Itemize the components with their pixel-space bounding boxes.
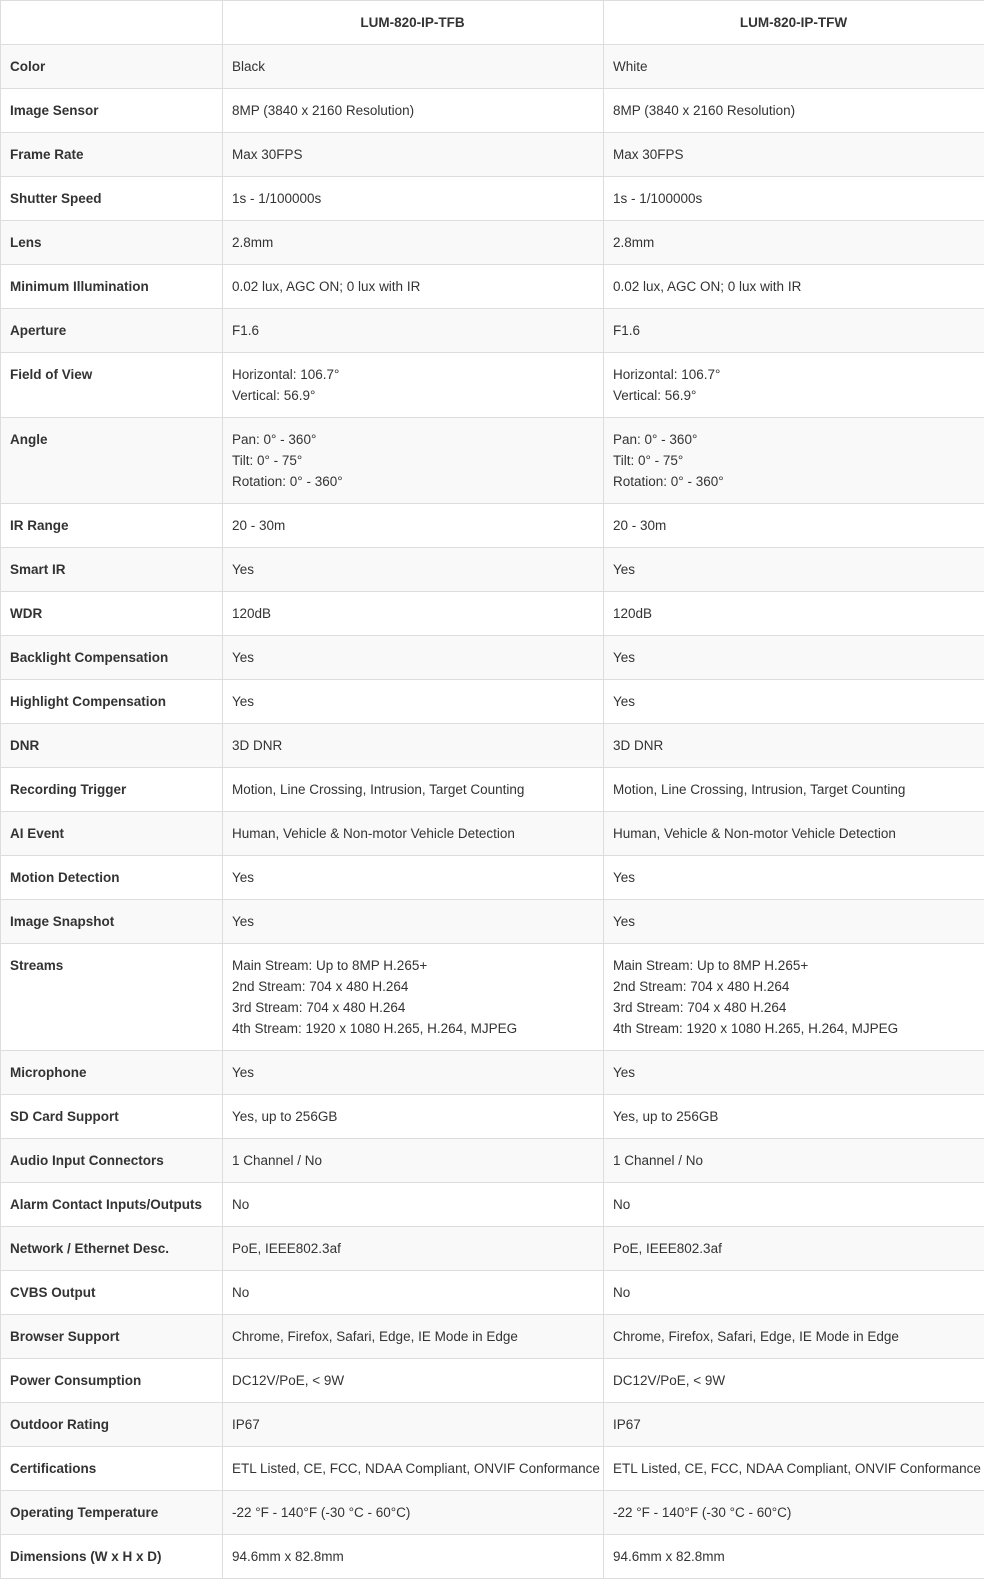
spec-value-tfw xyxy=(604,1315,984,1359)
spec-value-line: No xyxy=(613,1282,974,1303)
spec-value-tfb xyxy=(223,1403,604,1447)
spec-value-tfb xyxy=(223,177,604,221)
table-row xyxy=(1,309,984,353)
spec-value-line: 3rd Stream: 704 x 480 H.264 xyxy=(232,997,593,1018)
spec-value-line: Pan: 0° - 360° xyxy=(613,429,974,450)
spec-value-tfw xyxy=(604,1447,984,1491)
spec-label: Motion Detection xyxy=(1,856,223,900)
spec-label: Color xyxy=(1,45,223,89)
table-row xyxy=(1,418,984,504)
spec-label: Backlight Compensation xyxy=(1,636,223,680)
spec-label: Recording Trigger xyxy=(1,768,223,812)
table-row xyxy=(1,1535,984,1579)
spec-label: Shutter Speed xyxy=(1,177,223,221)
spec-value-tfw xyxy=(604,221,984,265)
spec-label: Image Sensor xyxy=(1,89,223,133)
spec-value-line: -22 °F - 140°F (-30 °C - 60°C) xyxy=(613,1502,974,1523)
spec-value-line: Tilt: 0° - 75° xyxy=(232,450,593,471)
spec-value-line: Yes xyxy=(613,1062,974,1083)
spec-label: Streams xyxy=(1,944,223,1051)
spec-label: Field of View xyxy=(1,353,223,418)
spec-value-tfb xyxy=(223,1139,604,1183)
spec-value-line: Tilt: 0° - 75° xyxy=(613,450,974,471)
spec-value-tfw xyxy=(604,1051,984,1095)
spec-value-tfb xyxy=(223,1051,604,1095)
spec-value-line: Chrome, Firefox, Safari, Edge, IE Mode in Edge xyxy=(613,1326,974,1347)
spec-label: Image Snapshot xyxy=(1,900,223,944)
spec-value-line: Max 30FPS xyxy=(613,144,974,165)
spec-value-line: Main Stream: Up to 8MP H.265+ xyxy=(613,955,974,976)
spec-value-line: Yes xyxy=(232,559,593,580)
spec-label: Network / Ethernet Desc. xyxy=(1,1227,223,1271)
spec-value-line: -22 °F - 140°F (-30 °C - 60°C) xyxy=(232,1502,593,1523)
spec-label: Frame Rate xyxy=(1,133,223,177)
spec-label: Operating Temperature xyxy=(1,1491,223,1535)
table-row xyxy=(1,768,984,812)
spec-value-line: Yes xyxy=(613,559,974,580)
spec-value-tfb xyxy=(223,680,604,724)
spec-value-tfw xyxy=(604,592,984,636)
spec-value-tfb xyxy=(223,592,604,636)
spec-label: Smart IR xyxy=(1,548,223,592)
spec-value-line: IP67 xyxy=(613,1414,974,1435)
table-row xyxy=(1,1447,984,1491)
spec-label: AI Event xyxy=(1,812,223,856)
spec-value-line: 0.02 lux, AGC ON; 0 lux with IR xyxy=(232,276,593,297)
header-corner-cell xyxy=(1,1,223,45)
spec-value-line: 1s - 1/100000s xyxy=(232,188,593,209)
table-body xyxy=(1,45,984,1579)
table-row xyxy=(1,221,984,265)
spec-value-line: 2.8mm xyxy=(613,232,974,253)
spec-value-line: Rotation: 0° - 360° xyxy=(613,471,974,492)
spec-value-line: White xyxy=(613,56,974,77)
spec-value-line: Yes xyxy=(232,911,593,932)
spec-label: SD Card Support xyxy=(1,1095,223,1139)
spec-value-tfb xyxy=(223,548,604,592)
spec-value-line: Yes xyxy=(232,867,593,888)
spec-value-tfw xyxy=(604,944,984,1051)
spec-value-line: Yes xyxy=(613,647,974,668)
spec-label: Outdoor Rating xyxy=(1,1403,223,1447)
spec-value-tfb xyxy=(223,636,604,680)
spec-value-line: 120dB xyxy=(613,603,974,624)
spec-value-line: 20 - 30m xyxy=(232,515,593,536)
table-row xyxy=(1,548,984,592)
spec-value-line: 3D DNR xyxy=(232,735,593,756)
spec-value-tfb xyxy=(223,900,604,944)
spec-value-line: 8MP (3840 x 2160 Resolution) xyxy=(232,100,593,121)
spec-label: IR Range xyxy=(1,504,223,548)
spec-value-line: No xyxy=(232,1282,593,1303)
spec-value-line: ETL Listed, CE, FCC, NDAA Compliant, ONVIF Conformance xyxy=(613,1458,974,1479)
spec-value-line: Human, Vehicle & Non-motor Vehicle Detection xyxy=(613,823,974,844)
spec-value-line: 1 Channel / No xyxy=(613,1150,974,1171)
spec-value-tfb xyxy=(223,1183,604,1227)
spec-value-tfw xyxy=(604,812,984,856)
spec-value-tfw xyxy=(604,1535,984,1579)
spec-label: Angle xyxy=(1,418,223,504)
spec-value-line: DC12V/PoE, < 9W xyxy=(613,1370,974,1391)
spec-value-tfw xyxy=(604,1183,984,1227)
spec-value-line: 94.6mm x 82.8mm xyxy=(613,1546,974,1567)
spec-value-tfw xyxy=(604,353,984,418)
table-row xyxy=(1,1271,984,1315)
spec-value-tfw xyxy=(604,724,984,768)
spec-value-line: 4th Stream: 1920 x 1080 H.265, H.264, MJPEG xyxy=(613,1018,974,1039)
spec-value-line: 4th Stream: 1920 x 1080 H.265, H.264, MJPEG xyxy=(232,1018,593,1039)
spec-value-line: Max 30FPS xyxy=(232,144,593,165)
table-row xyxy=(1,680,984,724)
spec-value-tfb xyxy=(223,1227,604,1271)
spec-label: WDR xyxy=(1,592,223,636)
spec-value-tfw xyxy=(604,45,984,89)
spec-value-tfb xyxy=(223,89,604,133)
table-row xyxy=(1,1139,984,1183)
spec-value-line: 1s - 1/100000s xyxy=(613,188,974,209)
spec-value-tfb xyxy=(223,504,604,548)
spec-value-tfb xyxy=(223,309,604,353)
spec-value-tfb xyxy=(223,265,604,309)
table-row xyxy=(1,900,984,944)
spec-value-line: Yes xyxy=(613,691,974,712)
spec-value-tfw xyxy=(604,856,984,900)
spec-value-line: Horizontal: 106.7° xyxy=(613,364,974,385)
spec-value-tfw xyxy=(604,548,984,592)
table-row xyxy=(1,1095,984,1139)
spec-value-line: 1 Channel / No xyxy=(232,1150,593,1171)
spec-value-line: 0.02 lux, AGC ON; 0 lux with IR xyxy=(613,276,974,297)
spec-value-tfb xyxy=(223,768,604,812)
spec-value-tfw xyxy=(604,768,984,812)
spec-value-tfw xyxy=(604,504,984,548)
spec-value-line: Horizontal: 106.7° xyxy=(232,364,593,385)
spec-value-tfb xyxy=(223,856,604,900)
spec-label: Lens xyxy=(1,221,223,265)
spec-label: Dimensions (W x H x D) xyxy=(1,1535,223,1579)
spec-value-line: Yes xyxy=(232,647,593,668)
spec-label: Highlight Compensation xyxy=(1,680,223,724)
spec-label: Browser Support xyxy=(1,1315,223,1359)
spec-value-tfw xyxy=(604,133,984,177)
table-row xyxy=(1,353,984,418)
table-row xyxy=(1,1315,984,1359)
table-row xyxy=(1,89,984,133)
spec-value-tfb xyxy=(223,1271,604,1315)
spec-value-line: 94.6mm x 82.8mm xyxy=(232,1546,593,1567)
spec-value-tfw xyxy=(604,418,984,504)
spec-value-tfb xyxy=(223,133,604,177)
header-model-tfw: LUM-820-IP-TFW xyxy=(604,1,984,45)
spec-value-line: Black xyxy=(232,56,593,77)
table-row xyxy=(1,1051,984,1095)
spec-value-line: 2nd Stream: 704 x 480 H.264 xyxy=(613,976,974,997)
spec-value-line: No xyxy=(613,1194,974,1215)
spec-value-tfb xyxy=(223,944,604,1051)
table-row xyxy=(1,177,984,221)
spec-value-line: 3D DNR xyxy=(613,735,974,756)
table-row xyxy=(1,1491,984,1535)
spec-value-tfw xyxy=(604,89,984,133)
spec-value-line: 20 - 30m xyxy=(613,515,974,536)
spec-value-tfw xyxy=(604,900,984,944)
spec-label: CVBS Output xyxy=(1,1271,223,1315)
spec-value-line: Yes, up to 256GB xyxy=(613,1106,974,1127)
spec-value-line: No xyxy=(232,1194,593,1215)
table-row xyxy=(1,265,984,309)
spec-value-line: 120dB xyxy=(232,603,593,624)
spec-value-tfb xyxy=(223,1359,604,1403)
table-header xyxy=(1,1,984,45)
spec-value-tfb xyxy=(223,812,604,856)
spec-value-tfw xyxy=(604,1139,984,1183)
spec-value-line: Human, Vehicle & Non-motor Vehicle Detection xyxy=(232,823,593,844)
spec-value-tfb xyxy=(223,1315,604,1359)
spec-value-line: Chrome, Firefox, Safari, Edge, IE Mode in Edge xyxy=(232,1326,593,1347)
spec-value-tfw xyxy=(604,1095,984,1139)
spec-value-line: Yes xyxy=(232,1062,593,1083)
spec-value-line: 3rd Stream: 704 x 480 H.264 xyxy=(613,997,974,1018)
spec-value-line: Motion, Line Crossing, Intrusion, Target Counting xyxy=(232,779,593,800)
table-row xyxy=(1,1227,984,1271)
spec-value-tfw xyxy=(604,636,984,680)
spec-value-line: Pan: 0° - 360° xyxy=(232,429,593,450)
table-row xyxy=(1,133,984,177)
spec-value-tfw xyxy=(604,1403,984,1447)
spec-value-line: Yes xyxy=(613,911,974,932)
spec-value-line: DC12V/PoE, < 9W xyxy=(232,1370,593,1391)
spec-value-tfw xyxy=(604,1491,984,1535)
spec-value-line: PoE, IEEE802.3af xyxy=(613,1238,974,1259)
spec-value-line: 2nd Stream: 704 x 480 H.264 xyxy=(232,976,593,997)
spec-label: Power Consumption xyxy=(1,1359,223,1403)
spec-value-tfb xyxy=(223,418,604,504)
spec-value-line: Yes, up to 256GB xyxy=(232,1106,593,1127)
spec-label: Audio Input Connectors xyxy=(1,1139,223,1183)
spec-label: DNR xyxy=(1,724,223,768)
spec-value-tfw xyxy=(604,177,984,221)
header-row xyxy=(1,1,984,45)
spec-value-line: F1.6 xyxy=(613,320,974,341)
table-row xyxy=(1,944,984,1051)
spec-value-tfw xyxy=(604,265,984,309)
spec-value-tfb xyxy=(223,353,604,418)
spec-label: Alarm Contact Inputs/Outputs xyxy=(1,1183,223,1227)
spec-label: Aperture xyxy=(1,309,223,353)
spec-value-tfw xyxy=(604,1271,984,1315)
table-row xyxy=(1,504,984,548)
spec-value-line: Main Stream: Up to 8MP H.265+ xyxy=(232,955,593,976)
table-row xyxy=(1,724,984,768)
table-row xyxy=(1,856,984,900)
spec-value-line: Yes xyxy=(232,691,593,712)
spec-value-tfb xyxy=(223,724,604,768)
spec-value-line: Vertical: 56.9° xyxy=(613,385,974,406)
spec-value-line: Yes xyxy=(613,867,974,888)
spec-value-line: IP67 xyxy=(232,1414,593,1435)
spec-value-line: Rotation: 0° - 360° xyxy=(232,471,593,492)
spec-value-line: PoE, IEEE802.3af xyxy=(232,1238,593,1259)
spec-value-tfw xyxy=(604,1359,984,1403)
spec-label: Certifications xyxy=(1,1447,223,1491)
spec-value-line: F1.6 xyxy=(232,320,593,341)
table-row xyxy=(1,636,984,680)
spec-label: Minimum Illumination xyxy=(1,265,223,309)
table-row xyxy=(1,45,984,89)
spec-value-tfw xyxy=(604,1227,984,1271)
spec-value-tfb xyxy=(223,221,604,265)
table-row xyxy=(1,1359,984,1403)
spec-value-line: Motion, Line Crossing, Intrusion, Target Counting xyxy=(613,779,974,800)
spec-value-line: ETL Listed, CE, FCC, NDAA Compliant, ONVIF Conformance xyxy=(232,1458,593,1479)
spec-value-line: 2.8mm xyxy=(232,232,593,253)
spec-value-tfb xyxy=(223,1491,604,1535)
table-row xyxy=(1,1403,984,1447)
spec-value-tfb xyxy=(223,1095,604,1139)
table-row xyxy=(1,1183,984,1227)
header-model-tfb: LUM-820-IP-TFB xyxy=(223,1,604,45)
spec-value-line: 8MP (3840 x 2160 Resolution) xyxy=(613,100,974,121)
spec-value-tfb xyxy=(223,1447,604,1491)
table-row xyxy=(1,812,984,856)
spec-label: Microphone xyxy=(1,1051,223,1095)
spec-value-tfw xyxy=(604,309,984,353)
spec-value-tfw xyxy=(604,680,984,724)
table-row xyxy=(1,592,984,636)
spec-value-tfb xyxy=(223,45,604,89)
spec-value-line: Vertical: 56.9° xyxy=(232,385,593,406)
spec-value-tfb xyxy=(223,1535,604,1579)
